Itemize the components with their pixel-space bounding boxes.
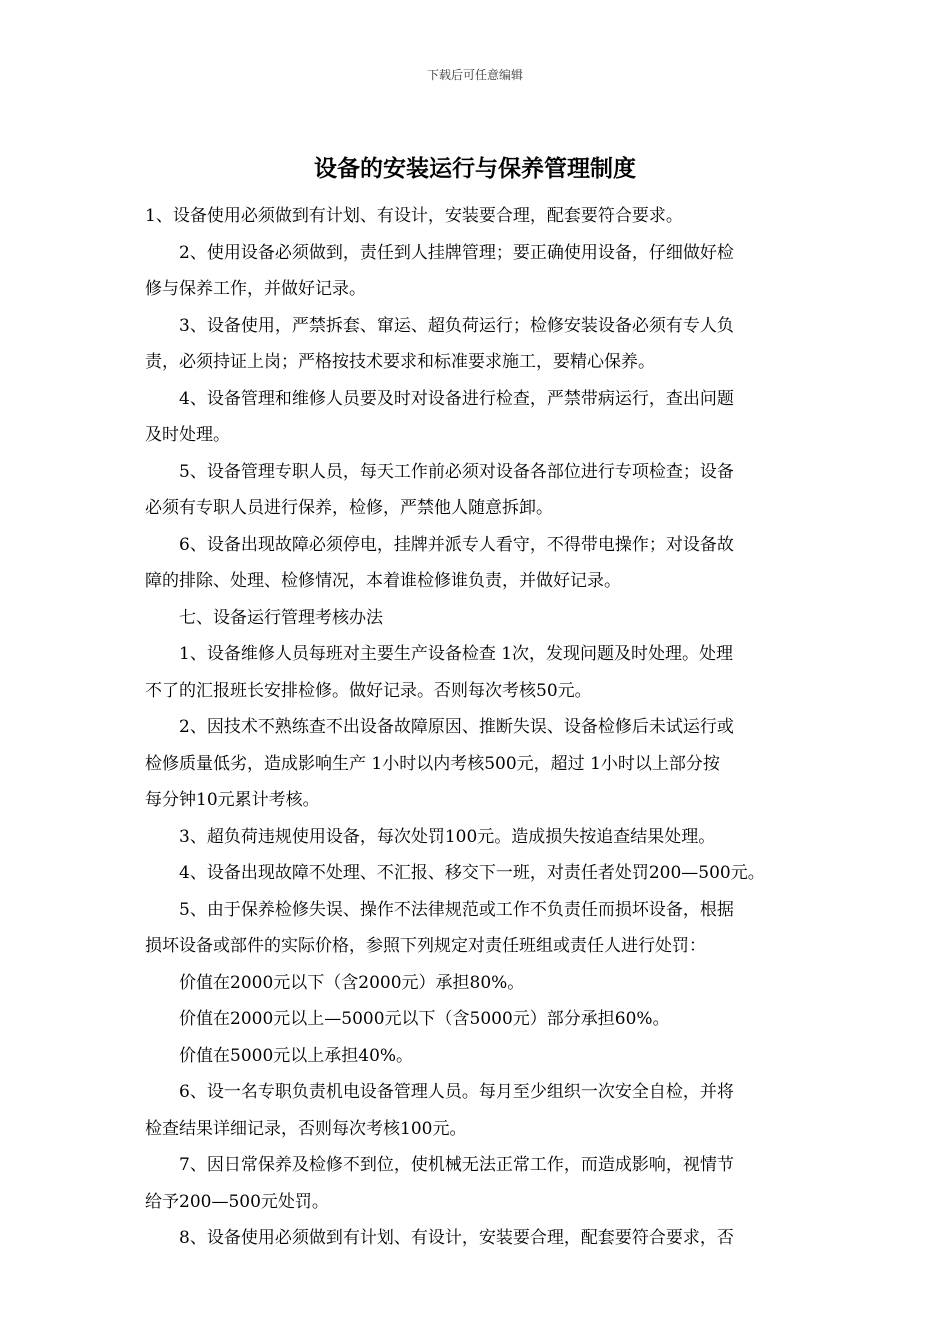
paragraph-line: 4、设备管理和维修人员要及时对设备进行检查，严禁带病运行，查出问题 [179,388,734,409]
paragraph [145,1001,813,1038]
paragraph [145,235,813,308]
document-title: 设备的安装运行与保养管理制度 [314,156,636,182]
paragraph [145,308,813,381]
paragraph-line: 价值在2000元以上—5000元以下（含5000元）部分承担60%。 [179,1009,670,1029]
paragraph-line: 损坏设备或部件的实际价格，参照下列规定对责任班组或责任人进行处罚： [145,936,706,956]
paragraph [145,198,813,235]
paragraph-line: 检查结果详细记录，否则每次考核100元。 [145,1118,467,1139]
paragraph [145,1220,813,1257]
paragraph-line: 6、设备出现故障必须停电，挂牌并派专人看守，不得带电操作；对设备故 [179,534,734,555]
paragraph-line: 不了的汇报班长安排检修。做好记录。否则每次考核50元。 [145,680,592,701]
paragraph-line: 8、设备使用必须做到有计划、有设计，安装要合理，配套要符合要求，否 [179,1228,734,1248]
paragraph-line: 价值在2000元以下（含2000元）承担80%。 [179,972,525,993]
paragraph [145,855,813,892]
paragraph-line: 5、由于保养检修失误、操作不法律规范或工作不负责任而损坏设备，根据 [179,899,734,920]
paragraph-line: 障的排除、处理、检修情况，本着谁检修谁负责，并做好记录。 [145,571,621,591]
paragraph-line: 七、设备运行管理考核办法 [179,607,383,628]
header-note: 下载后可任意编辑 [426,68,523,82]
paragraph [145,636,813,709]
paragraph [145,527,813,600]
paragraph [145,965,813,1002]
paragraph-line: 每分钟10元累计考核。 [145,790,320,810]
paragraph-line: 责，必须持证上岗；严格按技术要求和标准要求施工，要精心保养。 [145,352,655,372]
paragraph [145,381,813,454]
paragraph-line: 给予200—500元处罚。 [145,1191,329,1212]
document-body [145,198,813,1257]
paragraph-line: 2、因技术不熟练查不出设备故障原因、推断失误、设备检修后未试运行或 [179,717,734,737]
paragraph-line: 修与保养工作，并做好记录。 [145,279,366,299]
paragraph-line: 4、设备出现故障不处理、不汇报、移交下一班，对责任者处罚200—500元。 [179,863,765,883]
paragraph-line: 3、设备使用，严禁拆套、窜运、超负荷运行；检修安装设备必须有专人负 [179,315,734,336]
paragraph-line: 价值在5000元以上承担40%。 [179,1045,414,1066]
paragraph [145,1074,813,1147]
paragraph-line: 1、设备维修人员每班对主要生产设备检查 1次，发现问题及时处理。处理 [179,644,734,664]
paragraph [145,1147,813,1220]
paragraph-line: 检修质量低劣，造成影响生产 1小时以内考核500元，超过 1小时以上部分按 [145,753,720,774]
paragraph-line: 及时处理。 [145,425,230,445]
paragraph [145,454,813,527]
paragraph [145,600,813,637]
paragraph [145,892,813,965]
paragraph-line: 2、使用设备必须做到，责任到人挂牌管理；要正确使用设备，仔细做好检 [179,242,734,263]
paragraph-line: 6、设一名专职负责机电设备管理人员。每月至少组织一次安全自检，并将 [179,1082,734,1102]
paragraph [145,819,813,856]
paragraph [145,709,813,819]
paragraph [145,1038,813,1075]
paragraph-line: 1、设备使用必须做到有计划、有设计，安装要合理，配套要符合要求。 [145,206,683,226]
paragraph-line: 5、设备管理专职人员，每天工作前必须对设备各部位进行专项检查；设备 [179,461,734,482]
paragraph-line: 7、因日常保养及检修不到位，使机械无法正常工作，而造成影响，视情节 [179,1155,734,1175]
paragraph-line: 必须有专职人员进行保养，检修，严禁他人随意拆卸。 [145,498,553,518]
paragraph-line: 3、超负荷违规使用设备，每次处罚100元。造成损失按追查结果处理。 [179,826,716,847]
